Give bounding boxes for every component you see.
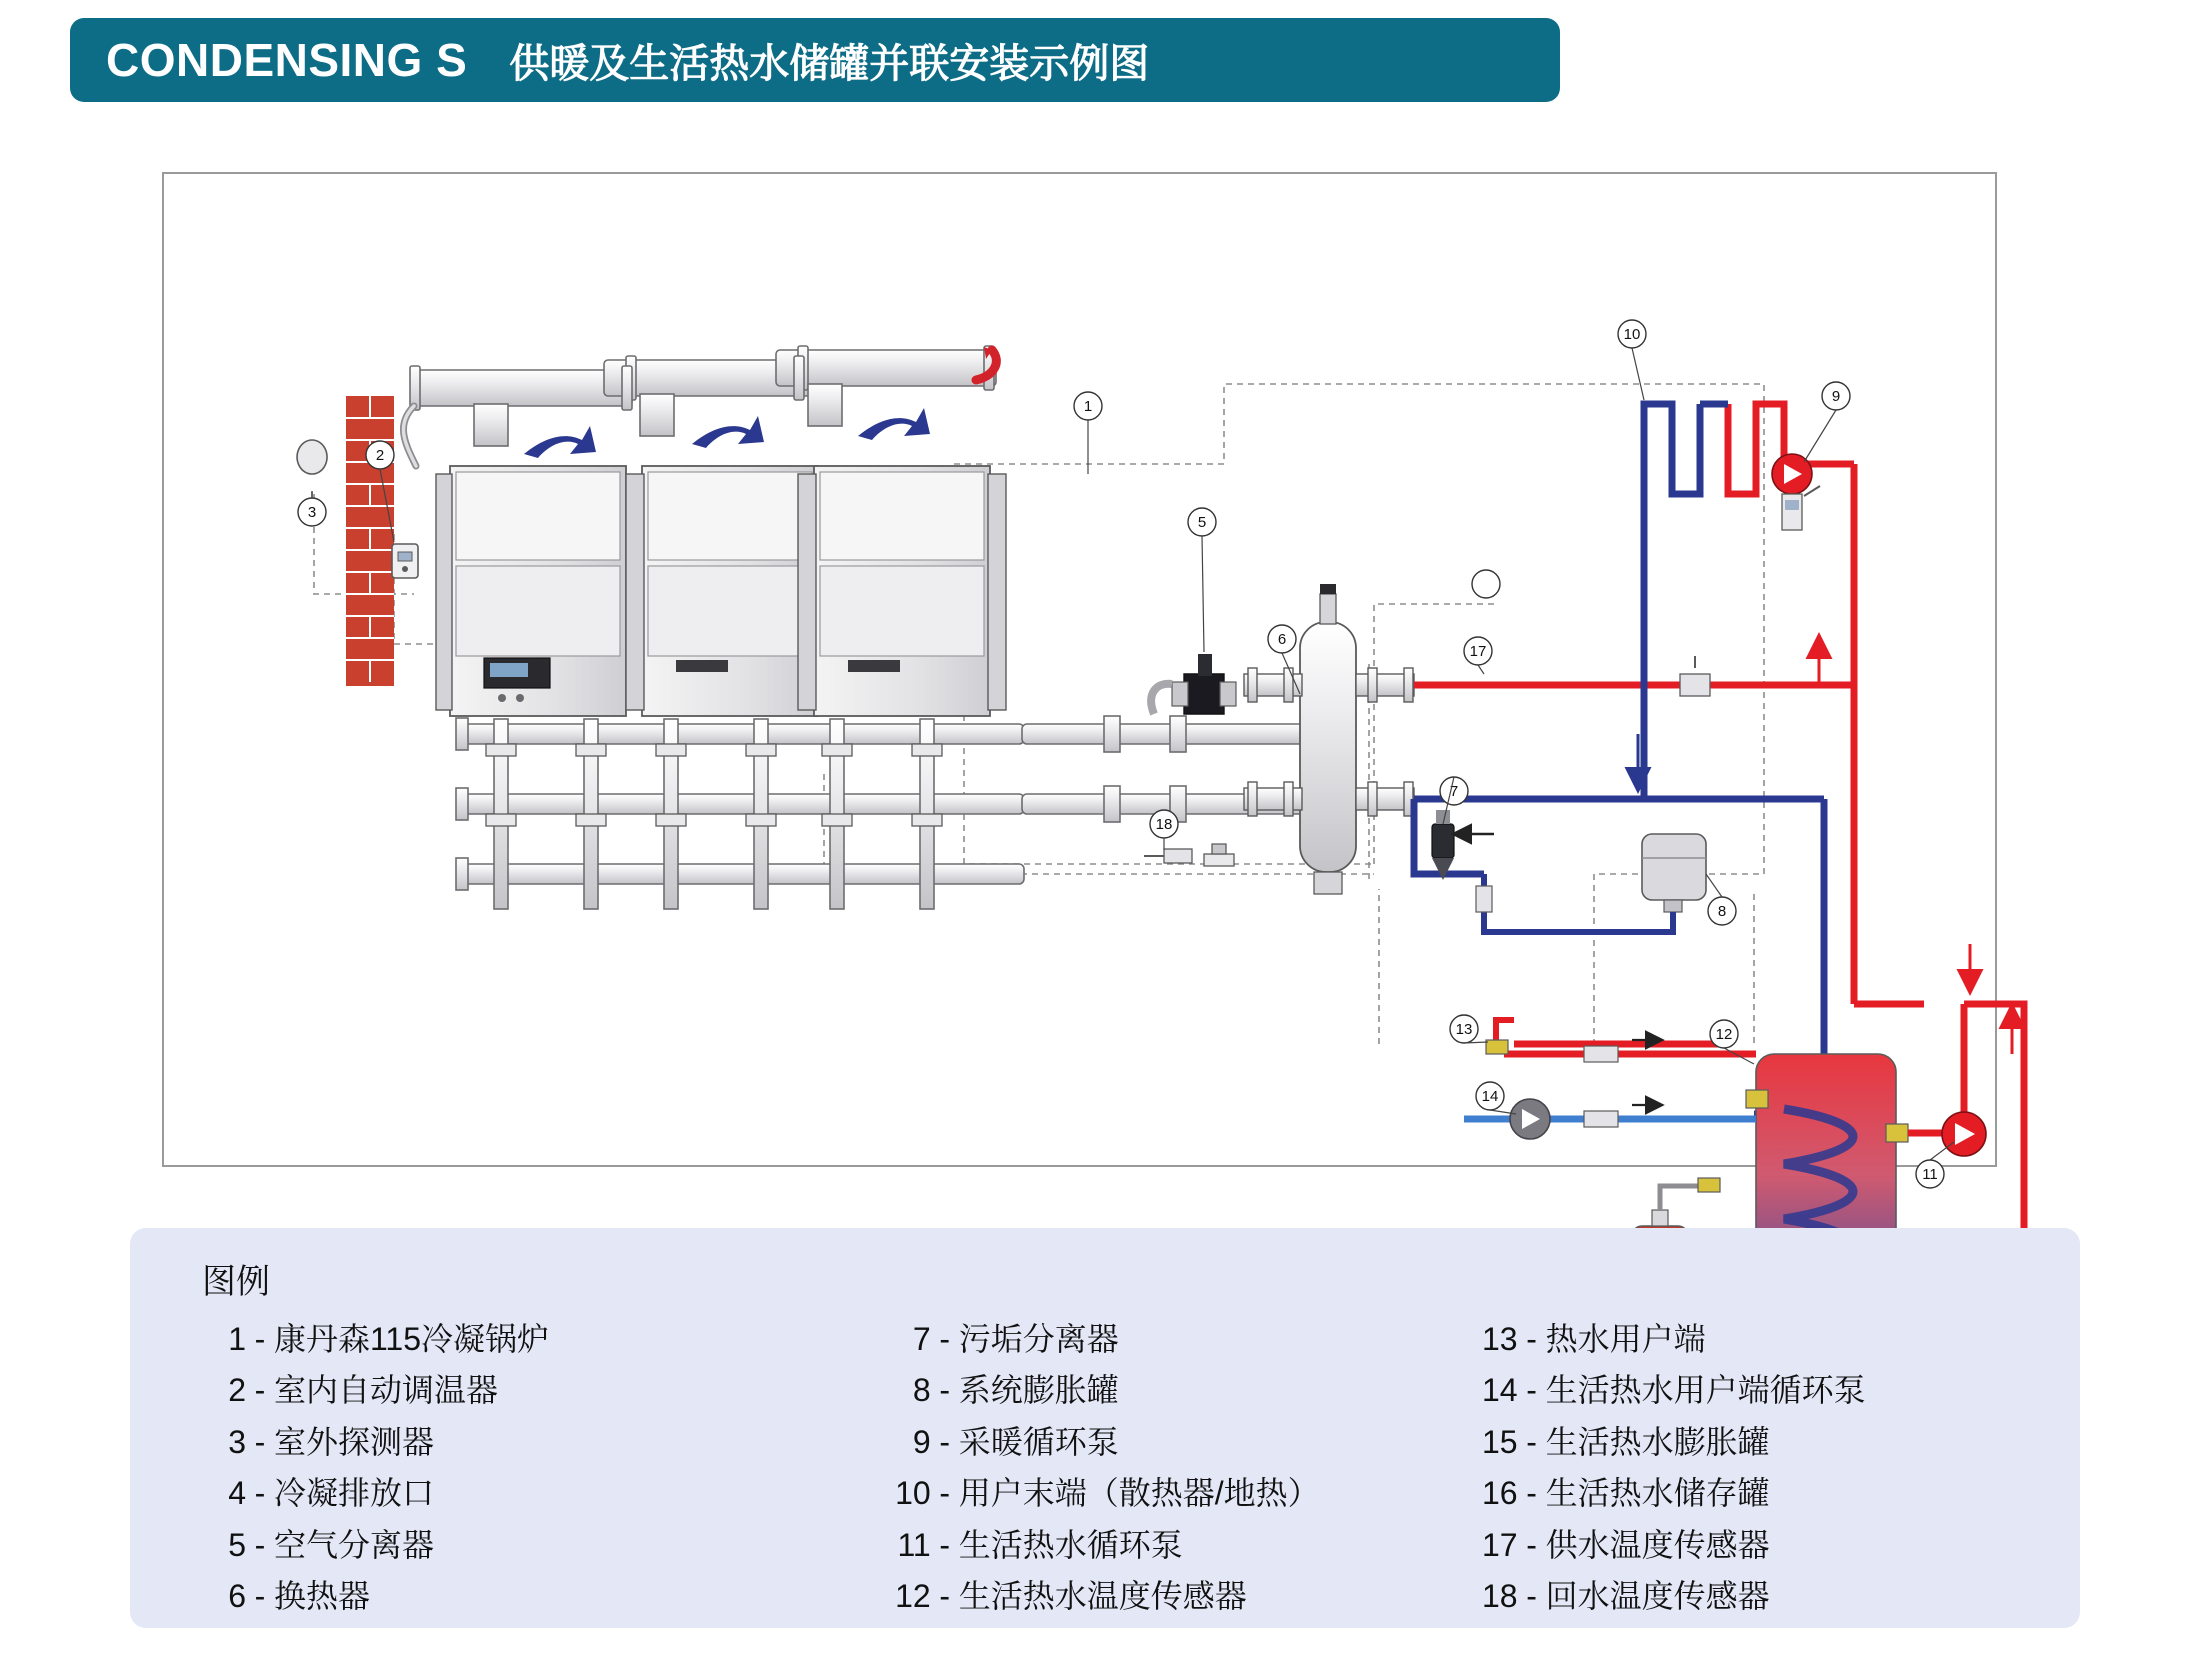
legend-separator: - — [1526, 1321, 1537, 1357]
legend-number: 11 — [897, 1526, 931, 1563]
supply-temperature-sensor — [1680, 656, 1710, 696]
flue-pipes — [403, 346, 996, 466]
legend-label: 用户末端（散热器/地热） — [958, 1475, 1320, 1512]
legend-label: 生活热水膨胀罐 — [1545, 1423, 1770, 1460]
legend-item — [887, 1368, 1474, 1413]
legend-title: 图例 — [202, 1263, 270, 1301]
hot-supply-network — [1414, 464, 1924, 1044]
legend-number: 3 — [228, 1423, 246, 1460]
svg-text:7: 7 — [1449, 783, 1459, 800]
boiler-units — [436, 466, 1006, 716]
return-isolation-valve — [1476, 886, 1492, 912]
legend-number: 18 — [1481, 1578, 1518, 1615]
boiler-manifold — [456, 716, 1312, 909]
return-temperature-sensor — [1144, 849, 1192, 863]
legend-label: 回水温度传感器 — [1545, 1578, 1770, 1615]
system-schematic — [164, 174, 1999, 1183]
legend-item — [202, 1368, 887, 1413]
svg-text:3: 3 — [307, 504, 317, 521]
svg-text:8: 8 — [1717, 903, 1727, 920]
legend-label: 生活热水用户端循环泵 — [1545, 1372, 1866, 1409]
legend-separator: - — [1526, 1372, 1537, 1409]
legend-item — [1474, 1574, 2080, 1619]
legend-separator: - — [1526, 1578, 1537, 1615]
legend-item — [202, 1471, 887, 1516]
air-separator — [1151, 654, 1236, 714]
dirt-separator — [1432, 810, 1494, 880]
legend-column-3 — [1474, 1317, 2080, 1620]
legend-separator: - — [939, 1475, 951, 1512]
legend-item — [202, 1574, 887, 1619]
legend-number: 15 — [1481, 1423, 1518, 1460]
svg-text:5: 5 — [1197, 514, 1207, 531]
brick-wall — [346, 396, 394, 686]
legend-label: 康丹森115冷凝锅炉 — [274, 1321, 550, 1357]
legend-separator: - — [1526, 1423, 1537, 1460]
legend-separator: - — [939, 1321, 951, 1357]
legend-label: 生活热水储存罐 — [1545, 1475, 1770, 1512]
legend-label: 生活热水循环泵 — [958, 1526, 1183, 1563]
legend-number: 1 — [228, 1321, 246, 1357]
legend-item — [887, 1317, 1474, 1362]
legend-separator: - — [254, 1578, 266, 1615]
svg-text:13: 13 — [1455, 1021, 1473, 1038]
legend-separator: - — [254, 1321, 266, 1357]
legend-number: 7 — [912, 1321, 931, 1357]
legend-item — [1474, 1317, 2080, 1362]
legend-item — [1474, 1368, 2080, 1413]
air-intake-arrows — [524, 408, 930, 458]
legend-number: 8 — [912, 1372, 931, 1409]
svg-text:18: 18 — [1155, 816, 1173, 833]
legend-number: 12 — [895, 1578, 931, 1615]
legend-item — [887, 1523, 1474, 1568]
legend-label: 室外探测器 — [274, 1423, 435, 1460]
legend-number: 5 — [228, 1526, 246, 1563]
legend-column-1 — [190, 1317, 887, 1620]
legend-separator: - — [254, 1526, 266, 1563]
legend-item — [1474, 1471, 2080, 1516]
legend-item — [202, 1317, 887, 1362]
legend-label: 室内自动调温器 — [274, 1372, 499, 1409]
user-terminal-radiator — [1644, 404, 1784, 594]
room-thermostat — [392, 544, 418, 578]
svg-text:12: 12 — [1715, 1026, 1733, 1043]
legend-item — [202, 1420, 887, 1465]
legend-separator: - — [254, 1372, 266, 1409]
header-banner — [70, 18, 1560, 102]
legend-separator: - — [939, 1372, 951, 1409]
legend-number: 17 — [1481, 1526, 1518, 1563]
svg-text:11: 11 — [1922, 1166, 1938, 1183]
svg-text:1: 1 — [1083, 398, 1093, 415]
svg-text:14: 14 — [1481, 1088, 1499, 1105]
legend-item — [887, 1574, 1474, 1619]
legend-separator: - — [1526, 1526, 1537, 1563]
legend-number: 13 — [1481, 1321, 1518, 1357]
legend-label: 供水温度传感器 — [1545, 1526, 1770, 1563]
legend-item — [1474, 1523, 2080, 1568]
svg-text:2: 2 — [375, 447, 385, 464]
system-expansion-vessel — [1484, 834, 1706, 932]
legend-separator: - — [254, 1423, 266, 1460]
legend-number: 9 — [912, 1423, 931, 1460]
legend-item — [887, 1471, 1474, 1516]
svg-text:9: 9 — [1831, 388, 1841, 405]
legend-separator: - — [254, 1475, 266, 1512]
legend-number: 4 — [228, 1475, 246, 1512]
page-title: 供暖及生活热水储罐并联安装示例图 — [509, 41, 1150, 86]
svg-text:6: 6 — [1277, 631, 1287, 648]
svg-text:17: 17 — [1469, 643, 1487, 660]
legend-number: 14 — [1481, 1372, 1518, 1409]
legend-item — [887, 1420, 1474, 1465]
legend-number: 6 — [228, 1578, 246, 1615]
svg-text:10: 10 — [1623, 326, 1641, 343]
legend-label: 冷凝排放口 — [274, 1475, 435, 1512]
legend-label: 生活热水温度传感器 — [958, 1578, 1247, 1615]
legend-label: 热水用户端 — [1545, 1321, 1706, 1357]
legend-label: 采暖循环泵 — [958, 1423, 1119, 1460]
legend-separator: - — [939, 1526, 951, 1563]
legend-label: 系统膨胀罐 — [958, 1372, 1119, 1409]
legend-separator: - — [1526, 1475, 1537, 1512]
legend-column-2 — [887, 1317, 1474, 1620]
legend-item — [202, 1523, 887, 1568]
legend-number: 10 — [895, 1475, 931, 1512]
legend-label: 空气分离器 — [274, 1526, 435, 1563]
legend-columns — [190, 1317, 2080, 1620]
diagram-frame — [162, 172, 1997, 1183]
legend-number: 2 — [228, 1372, 246, 1409]
legend-item — [1474, 1420, 2080, 1465]
legend-number: 16 — [1481, 1475, 1518, 1512]
legend-panel — [130, 1228, 2080, 1628]
legend-label: 换热器 — [274, 1578, 371, 1615]
legend-separator: - — [939, 1578, 951, 1615]
legend-separator: - — [939, 1423, 951, 1460]
brand-title: CONDENSING S — [106, 34, 468, 86]
legend-label: 污垢分离器 — [958, 1321, 1119, 1357]
